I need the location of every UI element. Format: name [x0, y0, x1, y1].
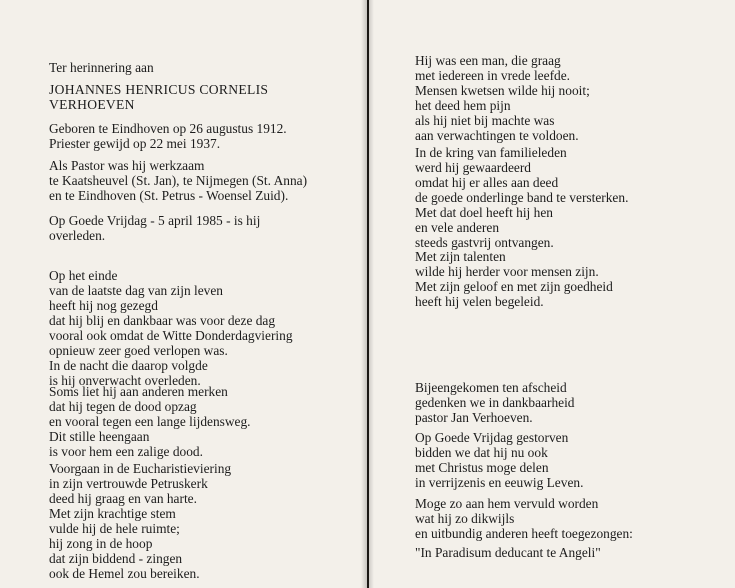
- left-page: [0, 0, 367, 588]
- text-line: in zijn vertrouwde Petruskerk: [49, 476, 208, 491]
- text-line: is hij onverwacht overleden.: [49, 373, 201, 388]
- text-line: Voorgaan in de Eucharistieviering: [49, 461, 232, 476]
- text-line: in verrijzenis en eeuwig Leven.: [415, 475, 584, 490]
- page-fold-shadow: [361, 0, 367, 588]
- text-line: heeft hij velen begeleid.: [415, 294, 544, 309]
- left-stanza-2: [49, 384, 251, 459]
- text-line: met Christus moge delen: [415, 460, 549, 475]
- text-line: wat hij zo dikwijls: [415, 511, 515, 526]
- text-line: heeft hij nog gezegd: [49, 298, 158, 313]
- text-line: en vele anderen: [415, 220, 500, 235]
- text-line: deed hij graag en van harte.: [49, 491, 197, 506]
- text-line: Bijeengekomen ten afscheid: [415, 380, 567, 395]
- text-line: Met zijn talenten: [415, 249, 506, 264]
- text-line: aan verwachtingen te voldoen.: [415, 128, 579, 143]
- text-line: Soms liet hij aan anderen merken: [49, 384, 228, 399]
- birth-paragraph: [49, 121, 287, 151]
- page-fold-shadow: [369, 0, 374, 588]
- text-line: is voor hem een zalige dood.: [49, 444, 203, 459]
- right-stanza-3: [415, 249, 613, 309]
- text-line: Met zijn krachtige stem: [49, 506, 176, 521]
- text-line: overleden.: [49, 228, 106, 243]
- right-stanza-5: [415, 430, 583, 490]
- right-stanza-6: [415, 496, 633, 541]
- text-line: dat zijn biddend - zingen: [49, 551, 183, 566]
- text-line: Met zijn geloof en met zijn goedheid: [415, 279, 613, 294]
- text-line: ook de Hemel zou bereiken.: [49, 566, 200, 581]
- text-line: In de nacht die daarop volgde: [49, 358, 208, 373]
- text-line: wilde hij herder voor mensen zijn.: [415, 264, 599, 279]
- text-line: en uitbundig anderen heeft toegezongen:: [415, 526, 633, 541]
- text-line: In de kring van familieleden: [415, 145, 567, 160]
- text-line: bidden we dat hij nu ook: [415, 445, 548, 460]
- closing-quote-text: "In Paradisum deducant te Angeli": [415, 545, 601, 560]
- text-line: Moge zo aan hem vervuld worden: [415, 496, 599, 511]
- text-line: dat hij tegen de dood opzag: [49, 399, 197, 414]
- text-line: Op het einde: [49, 268, 118, 283]
- deceased-name: [49, 82, 268, 112]
- text-line: vooral ook omdat de Witte Donderdagviering: [49, 328, 293, 343]
- closing-quote: [415, 545, 601, 560]
- text-line: te Kaatsheuvel (St. Jan), te Nijmegen (St. Anna): [49, 173, 308, 188]
- death-paragraph: [49, 213, 260, 243]
- text-line: Als Pastor was hij werkzaam: [49, 158, 205, 173]
- text-line: Dit stille heengaan: [49, 429, 150, 444]
- text-line: Geboren te Eindhoven op 26 augustus 1912.: [49, 121, 287, 136]
- text-line: dat hij blij en dankbaar was voor deze dag: [49, 313, 276, 328]
- text-line: het deed hem pijn: [415, 98, 511, 113]
- text-line: en vooral tegen een lange lijdensweg.: [49, 414, 251, 429]
- name-line-2: VERHOEVEN: [49, 97, 135, 112]
- text-line: gedenken we in dankbaarheid: [415, 395, 575, 410]
- text-line: steeds gastvrij ontvangen.: [415, 235, 554, 250]
- right-stanza-4: [415, 380, 575, 425]
- text-line: Op Goede Vrijdag - 5 april 1985 - is hij: [49, 213, 261, 228]
- text-line: hij zong in de hoop: [49, 536, 153, 551]
- text-line: opnieuw zeer goed verlopen was.: [49, 343, 228, 358]
- text-line: omdat hij er alles aan deed: [415, 175, 559, 190]
- text-line: met iedereen in vrede leefde.: [415, 68, 571, 83]
- right-page: [369, 0, 735, 588]
- left-stanza-1: [49, 268, 293, 388]
- text-line: Hij was een man, die graag: [415, 53, 561, 68]
- text-line: Met dat doel heeft hij hen: [415, 205, 553, 220]
- text-line: werd hij gewaardeerd: [415, 160, 531, 175]
- right-stanza-1: [415, 53, 590, 143]
- text-line: en te Eindhoven (St. Petrus - Woensel Zuid).: [49, 188, 289, 203]
- intro-block: [49, 60, 154, 75]
- pastor-paragraph: [49, 158, 307, 203]
- text-line: Op Goede Vrijdag gestorven: [415, 430, 569, 445]
- text-line: pastor Jan Verhoeven.: [415, 410, 533, 425]
- text-line: van de laatste dag van zijn leven: [49, 283, 224, 298]
- name-line-1: JOHANNES HENRICUS CORNELIS: [49, 82, 269, 97]
- text-line: de goede onderlinge band te versterken.: [415, 190, 629, 205]
- text-line: vulde hij de hele ruimte;: [49, 521, 180, 536]
- left-stanza-3: [49, 461, 231, 581]
- text-line: Mensen kwetsen wilde hij nooit;: [415, 83, 590, 98]
- intro-line: Ter herinnering aan: [49, 60, 154, 75]
- right-stanza-2: [415, 145, 628, 250]
- text-line: als hij niet bij machte was: [415, 113, 555, 128]
- text-line: Priester gewijd op 22 mei 1937.: [49, 136, 221, 151]
